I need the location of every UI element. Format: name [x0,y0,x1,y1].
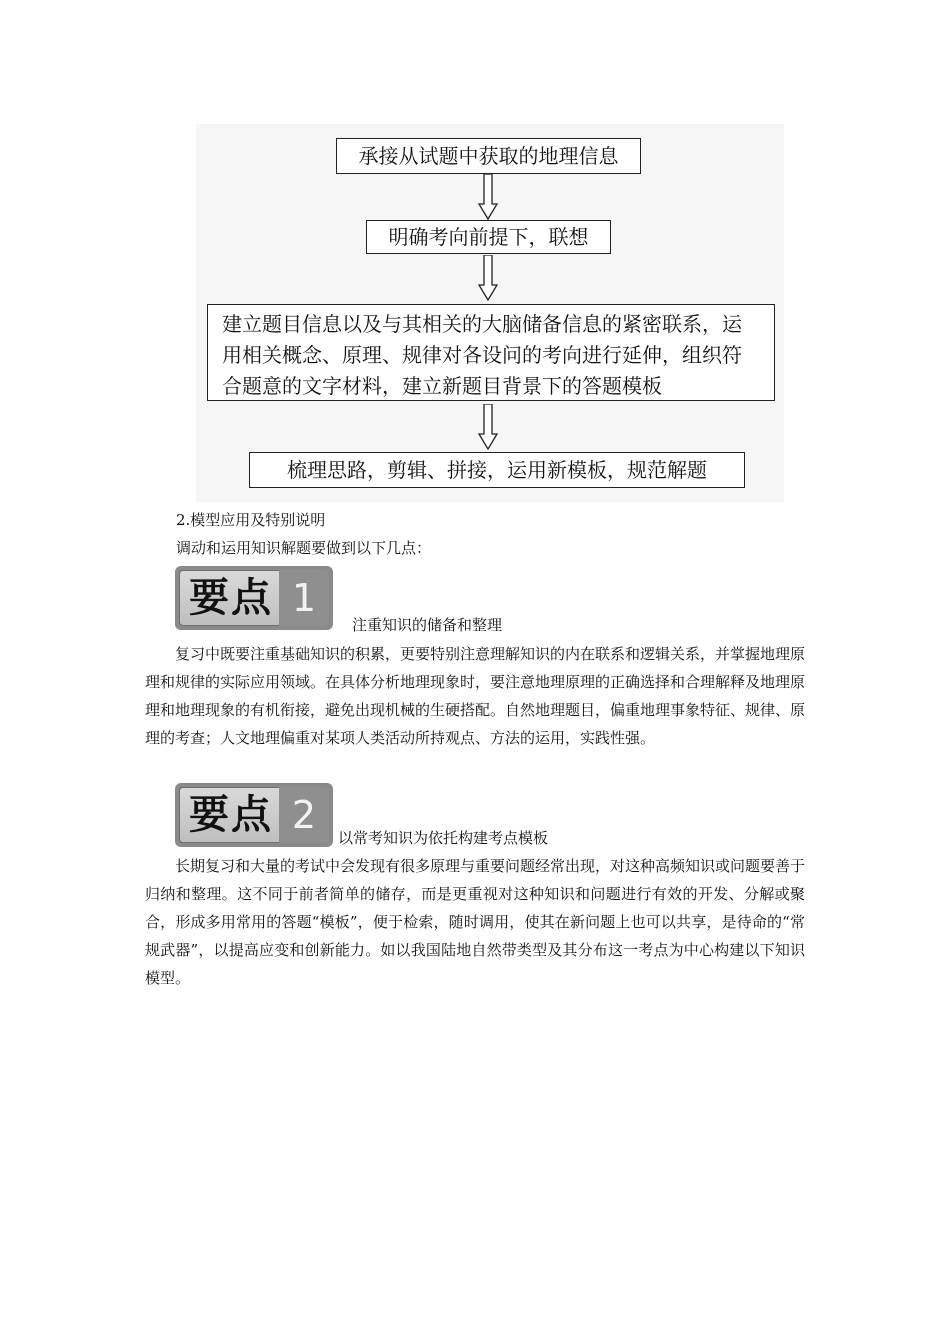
point-2-body: 长期复习和大量的考试中会发现有很多原理与重要问题经常出现，对这种高频知识或问题要善于归纳和整理。这不同于前者简单的储存，而是更重视对这种知识和问题进行有效的开发、分解或聚合，形成多用常用的答题“模板”，便于检索，随时调用，使其在新问题上也可以共享，是待命的“常规武器”，以提高应变和创新能力。如以我国陆地自然带类型及其分布这一考点为中心构建以下知识模型。 [145,857,806,987]
flowchart [196,124,784,502]
flow-step-4-text: 梳理思路，剪辑、拼接，运用新模板，规范解题 [287,458,707,482]
point-1-title: 注重知识的储备和整理 [352,616,503,634]
flow-step-4 [249,452,745,488]
key-point-badge-1 [175,566,333,630]
section-heading: 2.模型应用及特别说明 [176,511,326,529]
flow-step-1-text: 承接从试题中获取的地理信息 [358,144,619,168]
point-2-title: 以常考知识为依托构建考点模板 [338,829,549,847]
badge-number: 2 [279,787,329,843]
flow-step-3 [207,304,775,401]
badge-number: 1 [279,570,329,626]
flow-step-3-text: 建立题目信息以及与其相关的大脑储备信息的紧密联系，运用相关概念、原理、规律对各设问的考向进行延伸，组织符合题意的文字材料，建立新题目背景下的答题模板 [222,312,742,398]
badge-word: 要点 [189,575,273,621]
badge-word: 要点 [189,792,273,838]
flow-step-2 [366,220,611,254]
arrow-down-icon [478,174,498,220]
flow-step-1 [336,138,641,174]
flow-step-2-text: 明确考向前提下，联想 [388,225,589,249]
section-intro: 调动和运用知识解题要做到以下几点： [176,539,432,557]
key-point-badge-2 [175,783,333,847]
point-1-body: 复习中既要注重基础知识的积累，更要特别注意理解知识的内在联系和逻辑关系，并掌握地理原理和规律的实际应用领域。在具体分析地理现象时，要注意地理原理的正确选择和合理解释及地理原理和地理现象的有机衔接，避免出现机械的生硬搭配。自然地理题目，偏重地理事象特征、规律、原理的考查；人文地理偏重对某项人类活动所持观点、方法的运用，实践性强。 [145,645,806,747]
arrow-down-icon [478,255,498,301]
arrow-down-icon [478,404,498,450]
